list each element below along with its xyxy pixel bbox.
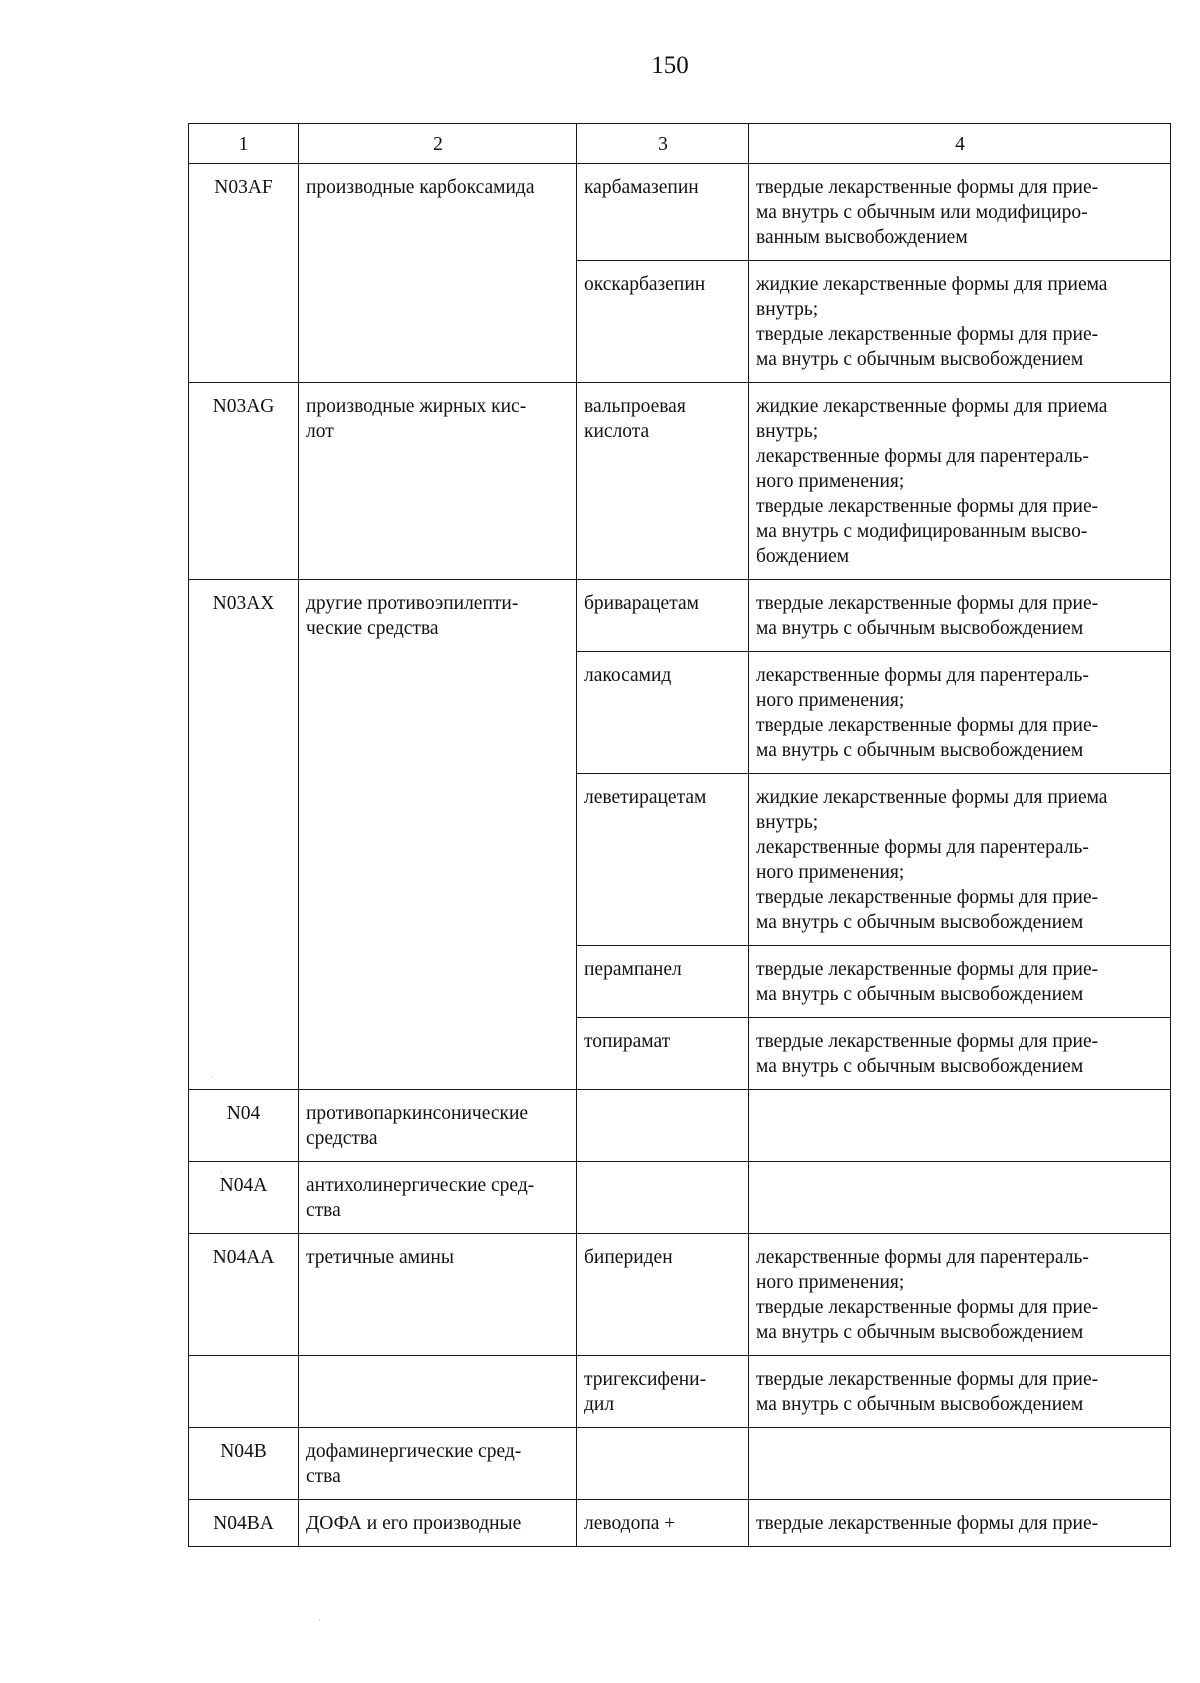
- atc-code-cell: N04A: [189, 1162, 299, 1234]
- column-header-3: 3: [577, 124, 749, 164]
- dosage-forms-cell: твердые лекарственные формы для прие-: [749, 1500, 1171, 1547]
- table-row: [189, 1162, 1171, 1234]
- dosage-forms-cell: жидкие лекарственные формы для приема внутрь; лекарственные формы для парентераль- ного применения; твердые лекарственные формы для прие- ма внутрь с обычным высвобождением: [749, 774, 1171, 946]
- scan-dot-mark: ·: [210, 1073, 213, 1082]
- drug-name-cell: лакосамид: [577, 652, 749, 774]
- drug-name-cell: перампанел: [577, 946, 749, 1018]
- drug-name-cell: [577, 1428, 749, 1500]
- dosage-forms-cell: твердые лекарственные формы для прие- ма внутрь с обычным или модифициро- ванным высвобождением: [749, 164, 1171, 261]
- dosage-forms-cell: [749, 1162, 1171, 1234]
- dosage-forms-cell: [749, 1090, 1171, 1162]
- drug-name-cell: карбамазепин: [577, 164, 749, 261]
- column-header-4: 4: [749, 124, 1171, 164]
- dosage-forms-cell: лекарственные формы для парентераль- ного применения; твердые лекарственные формы для прие- ма внутрь с обычным высвобождением: [749, 1234, 1171, 1356]
- group-name-cell: дофаминергические сред- ства: [299, 1428, 577, 1500]
- atc-code-cell: N04: [189, 1090, 299, 1162]
- table-row: [189, 1234, 1171, 1356]
- dosage-forms-cell: твердые лекарственные формы для прие- ма внутрь с обычным высвобождением: [749, 580, 1171, 652]
- dosage-forms-cell: жидкие лекарственные формы для приема внутрь; твердые лекарственные формы для прие- ма внутрь с обычным высвобождением: [749, 261, 1171, 383]
- drug-name-cell: бипериден: [577, 1234, 749, 1356]
- atc-code-cell: N03AX: [189, 580, 299, 1090]
- dosage-forms-cell: твердые лекарственные формы для прие- ма внутрь с обычным высвобождением: [749, 1356, 1171, 1428]
- drug-name-cell: леводопа +: [577, 1500, 749, 1547]
- dosage-forms-cell: твердые лекарственные формы для прие- ма внутрь с обычным высвобождением: [749, 1018, 1171, 1090]
- table-row: [189, 164, 1171, 261]
- atc-code-cell: N03AF: [189, 164, 299, 383]
- group-name-cell: производные карбоксамида: [299, 164, 577, 383]
- atc-code-cell: [189, 1356, 299, 1428]
- drug-name-cell: [577, 1090, 749, 1162]
- atc-code-cell: N04AA: [189, 1234, 299, 1356]
- dosage-forms-cell: лекарственные формы для парентераль- ного применения; твердые лекарственные формы для прие- ма внутрь с обычным высвобождением: [749, 652, 1171, 774]
- drug-name-cell: топирамат: [577, 1018, 749, 1090]
- group-name-cell: противопаркинсонические средства: [299, 1090, 577, 1162]
- drug-name-cell: вальпроевая кислота: [577, 383, 749, 580]
- atc-code-cell: N03AG: [189, 383, 299, 580]
- drug-name-cell: бриварацетам: [577, 580, 749, 652]
- group-name-cell: антихолинергические сред- ства: [299, 1162, 577, 1234]
- drug-name-cell: тригексифени- дил: [577, 1356, 749, 1428]
- table-row: [189, 383, 1171, 580]
- scan-dot-mark: ·: [318, 1616, 321, 1625]
- group-name-cell: третичные амины: [299, 1234, 577, 1356]
- table-row: [189, 1090, 1171, 1162]
- table-row: [189, 1356, 1171, 1428]
- atc-code-cell: N04BA: [189, 1500, 299, 1547]
- drug-classification-table: [188, 123, 1171, 1547]
- dosage-forms-cell: [749, 1428, 1171, 1500]
- drug-name-cell: леветирацетам: [577, 774, 749, 946]
- group-name-cell: [299, 1356, 577, 1428]
- scan-dot-mark: ·: [220, 1168, 223, 1177]
- column-header-1: 1: [189, 124, 299, 164]
- table-header-row: [189, 124, 1171, 164]
- dosage-forms-cell: жидкие лекарственные формы для приема внутрь; лекарственные формы для парентераль- ного применения; твердые лекарственные формы для прие- ма внутрь с модифицированным высво- бождением: [749, 383, 1171, 580]
- atc-code-cell: N04B: [189, 1428, 299, 1500]
- group-name-cell: ДОФА и его производные: [299, 1500, 577, 1547]
- table-row: [189, 580, 1171, 652]
- drug-name-cell: [577, 1162, 749, 1234]
- group-name-cell: другие противоэпилепти- ческие средства: [299, 580, 577, 1090]
- page-number: 150: [651, 52, 689, 79]
- column-header-2: 2: [299, 124, 577, 164]
- table-row: [189, 1428, 1171, 1500]
- drug-name-cell: окскарбазепин: [577, 261, 749, 383]
- dosage-forms-cell: твердые лекарственные формы для прие- ма внутрь с обычным высвобождением: [749, 946, 1171, 1018]
- table-row: [189, 1500, 1171, 1547]
- group-name-cell: производные жирных кис- лот: [299, 383, 577, 580]
